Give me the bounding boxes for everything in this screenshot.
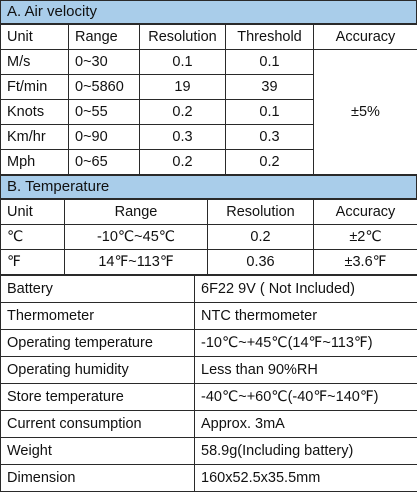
col-header-resolution: Resolution [140, 25, 226, 50]
resolution-cell: 19 [140, 75, 226, 100]
table-row [1, 384, 417, 411]
threshold-cell: 0.1 [226, 50, 314, 75]
resolution-cell: 0.2 [208, 225, 314, 250]
threshold-cell: 39 [226, 75, 314, 100]
table-row [1, 438, 417, 465]
accuracy-cell: ±2℃ [314, 225, 417, 250]
col-header-threshold: Threshold [226, 25, 314, 50]
range-cell: 0~65 [69, 150, 140, 175]
spec-value: 6F22 9V ( Not Included) [195, 276, 417, 303]
section-b-title: B. Temperature [0, 175, 417, 199]
resolution-cell: 0.2 [140, 100, 226, 125]
table-row [1, 411, 417, 438]
spec-label: Battery [1, 276, 195, 303]
temperature-table [0, 199, 417, 275]
spec-label: Thermometer [1, 303, 195, 330]
range-cell: 0~90 [69, 125, 140, 150]
spec-value: NTC thermometer [195, 303, 417, 330]
col-header-accuracy: Accuracy [314, 200, 417, 225]
range-cell: -10℃~45℃ [65, 225, 208, 250]
spec-value: 58.9g(Including battery) [195, 438, 417, 465]
temperature-header-row [1, 200, 417, 225]
spec-value: -40℃~+60℃(-40℉~140℉) [195, 384, 417, 411]
threshold-cell: 0.3 [226, 125, 314, 150]
col-header-range: Range [69, 25, 140, 50]
unit-cell: ℉ [1, 250, 65, 275]
table-row [1, 303, 417, 330]
accuracy-cell: ±3.6℉ [314, 250, 417, 275]
unit-cell: Knots [1, 100, 69, 125]
spec-label: Weight [1, 438, 195, 465]
range-cell: 0~5860 [69, 75, 140, 100]
unit-cell: ℃ [1, 225, 65, 250]
spec-value: -10℃~+45℃(14℉~113℉) [195, 330, 417, 357]
table-row [1, 465, 417, 492]
range-cell: 14℉~113℉ [65, 250, 208, 275]
table-row [1, 50, 417, 75]
range-cell: 0~30 [69, 50, 140, 75]
col-header-resolution: Resolution [208, 200, 314, 225]
range-cell: 0~55 [69, 100, 140, 125]
threshold-cell: 0.1 [226, 100, 314, 125]
unit-cell: Mph [1, 150, 69, 175]
section-a-title: A. Air velocity [0, 0, 417, 24]
threshold-cell: 0.2 [226, 150, 314, 175]
air-velocity-table [0, 24, 417, 175]
table-row [1, 250, 417, 275]
col-header-accuracy: Accuracy [314, 25, 417, 50]
air-velocity-header-row [1, 25, 417, 50]
resolution-cell: 0.3 [140, 125, 226, 150]
general-specs-table [0, 275, 417, 492]
spec-label: Current consumption [1, 411, 195, 438]
unit-cell: M/s [1, 50, 69, 75]
spec-label: Operating humidity [1, 357, 195, 384]
table-row [1, 330, 417, 357]
resolution-cell: 0.36 [208, 250, 314, 275]
spec-label: Store temperature [1, 384, 195, 411]
table-row [1, 225, 417, 250]
table-row [1, 276, 417, 303]
table-row [1, 357, 417, 384]
col-header-unit: Unit [1, 200, 65, 225]
resolution-cell: 0.1 [140, 50, 226, 75]
spec-value: 160x52.5x35.5mm [195, 465, 417, 492]
resolution-cell: 0.2 [140, 150, 226, 175]
spec-value: Less than 90%RH [195, 357, 417, 384]
col-header-range: Range [65, 200, 208, 225]
spec-label: Dimension [1, 465, 195, 492]
spec-label: Operating temperature [1, 330, 195, 357]
unit-cell: Km/hr [1, 125, 69, 150]
accuracy-cell: ±5% [314, 50, 417, 175]
unit-cell: Ft/min [1, 75, 69, 100]
col-header-unit: Unit [1, 25, 69, 50]
spec-value: Approx. 3mA [195, 411, 417, 438]
